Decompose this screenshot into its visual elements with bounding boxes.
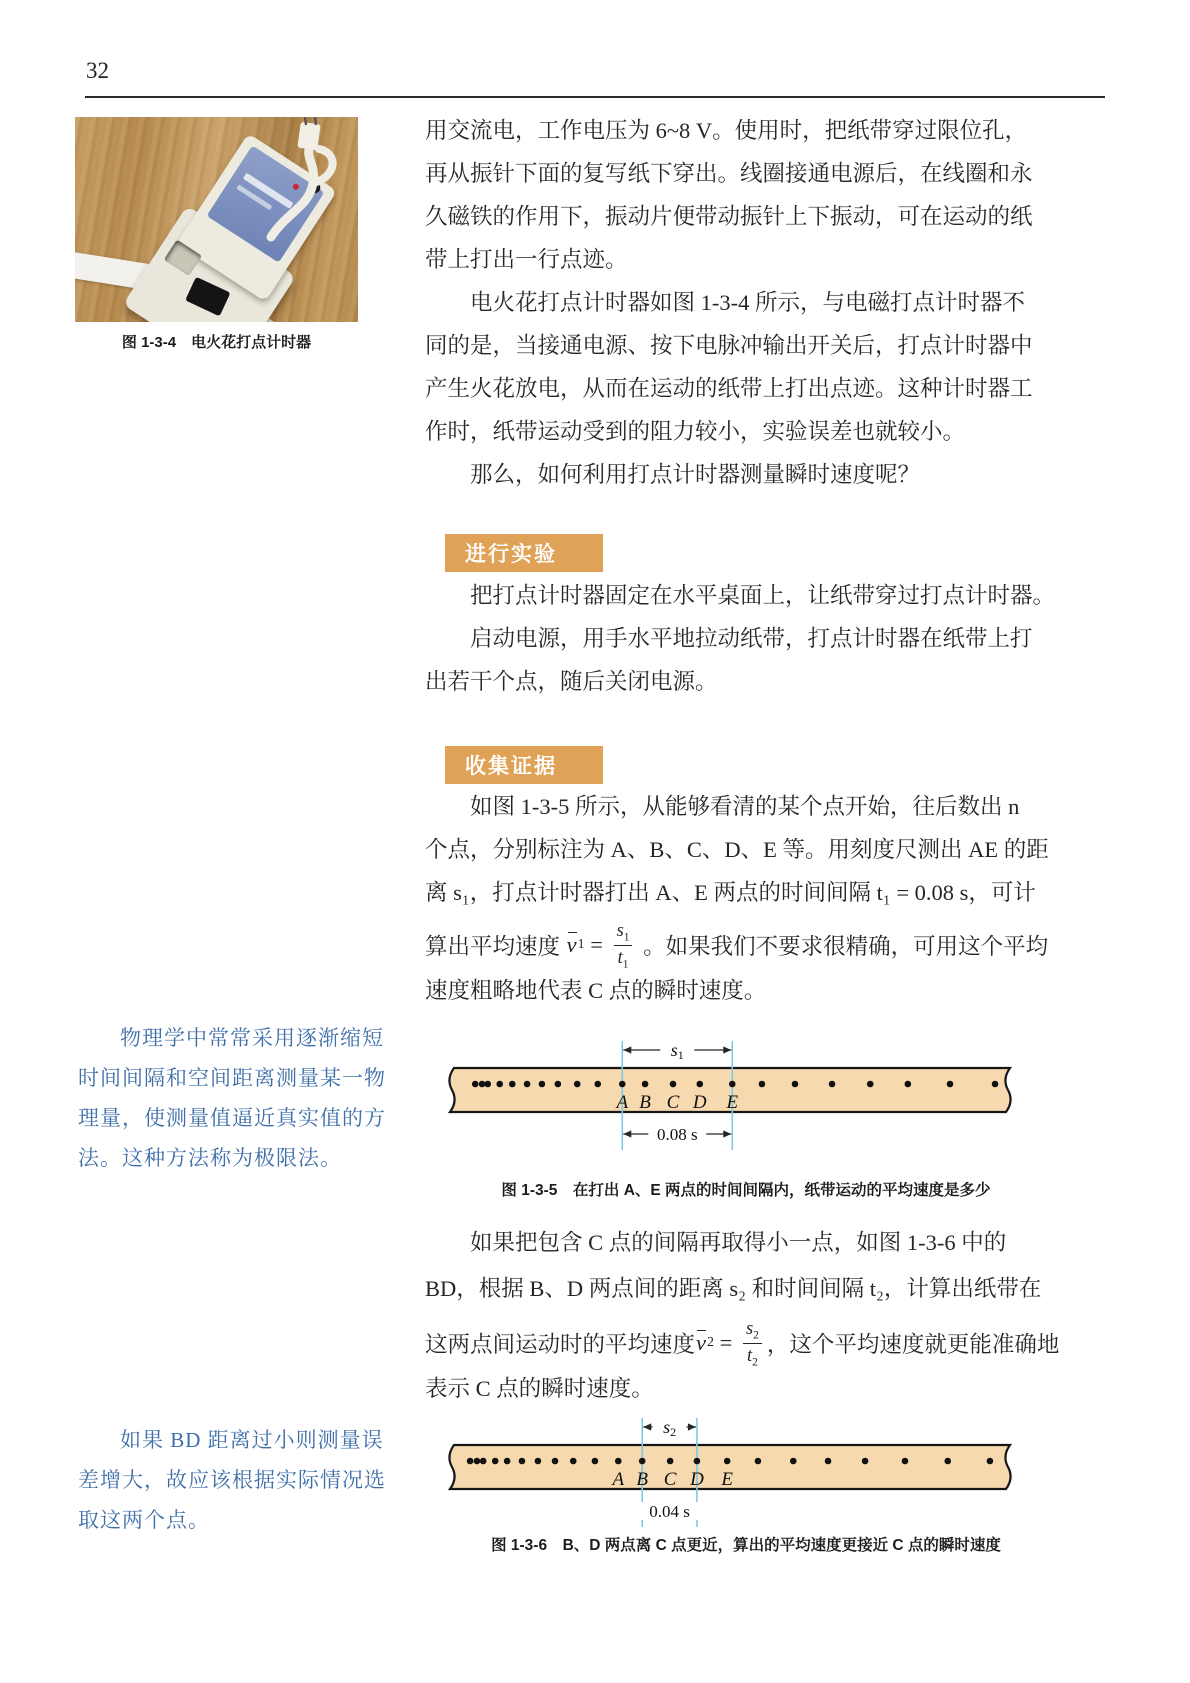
tape-dot [479,1081,486,1088]
figure-tape-AE [445,1038,1015,1156]
tape-dot [790,1458,797,1465]
tape-dot [496,1081,503,1088]
tape-dot [570,1458,577,1465]
tape-dot [474,1458,481,1465]
point-label: E [721,1469,733,1490]
point-label: B [636,1469,649,1490]
tape-dot [519,1458,526,1465]
formula-pre-text: 算出平均速度 [425,934,566,959]
distance-label: s2 [663,1417,677,1439]
formula-line: 这两点间运动时的平均速度 v 2 = $\frac{s_2}{t_2}$ ，这个平均速度就更能准确地 [425,1317,1060,1369]
tape-dot [667,1458,674,1465]
tape-dot [642,1081,649,1088]
time-label: 0.08 s [656,1125,698,1144]
tape-dot [615,1458,622,1465]
formula-post-text: 。如果我们不要求很精确，可用这个平均 [637,934,1049,959]
body-line: 离 s₁，打点计时器打出 A、E 两点的时间间隔 t₁ = 0.08 s，可计 [425,880,1036,905]
vbar-symbol: v [696,1330,707,1355]
point-label: B [639,1092,651,1113]
tape-dot [759,1081,766,1088]
tape-dot [724,1458,731,1465]
body-line: 久磁铁的作用下，振动片便带动振针上下振动，可在运动的纸 [425,204,1033,229]
body-line: 个点，分别标注为 A、B、C、D、E 等。用刻度尺测出 AE 的距 [425,837,1049,862]
body-line: 表示 C 点的瞬时速度。 [425,1376,654,1401]
formula-line: 算出平均速度 v 1 = $\frac{s_1}{t_1}$ 。如果我们不要求很精确，可用这个平均 [425,919,1049,971]
body-line: 电火花打点计时器如图 1-3-4 所示，与电磁打点计时器不 [470,290,1025,315]
tape-dot [594,1081,601,1088]
point-label: D [690,1469,704,1490]
figure-caption: 图 1-3-5 在打出 A、E 两点的时间间隔内，纸带运动的平均速度是多少 [501,1182,991,1199]
body-line: 带上打出一行点迹。 [425,247,628,272]
tape-dot [902,1458,909,1465]
formula-post-text: ，这个平均速度就更能准确地 [766,1332,1060,1357]
tape-dot [574,1081,581,1088]
tape-dot [480,1458,487,1465]
body-line: BD，根据 B、D 两点间的距离 s₂ 和时间间隔 t₂，计算出纸带在 [425,1276,1042,1301]
point-label: C [663,1469,677,1490]
tape-dot [755,1458,762,1465]
tape-diagram [445,1038,1015,1156]
margin-note-BD-choice: 如果 BD 距离过小则测量误 差增大，故应该根据实际情况选 取这两个点。 [78,1428,386,1532]
page-number: 32 [86,58,109,83]
tape-dot [535,1458,542,1465]
header-rule [85,96,1105,98]
fraction-s1-t1: $\frac{s_1}{t_1}$ [614,919,633,972]
body-line: 如果把包含 C 点的间隔再取得小一点，如图 1-3-6 中的 [470,1230,1007,1255]
tape-dot [509,1081,516,1088]
tape-dot [987,1458,994,1465]
photo-caption: 图 1-3-4 电火花打点计时器 [121,334,312,351]
tape-dot [504,1458,511,1465]
distance-label: s1 [670,1040,684,1062]
body-line: 把打点计时器固定在水平桌面上，让纸带穿过打点计时器。 [470,583,1056,608]
tape-dot [829,1081,836,1088]
equals-sign: = [584,932,609,957]
point-label: E [726,1092,739,1113]
tape-dot [555,1081,562,1088]
tape-dot [592,1458,599,1465]
tape-dot [862,1458,869,1465]
figure-tape-BD [445,1415,1015,1533]
point-label: C [666,1092,680,1113]
tape-dot [992,1081,999,1088]
section-header-evidence [445,746,603,784]
point-label: A [612,1469,625,1490]
figure-caption: 图 1-3-6 B、D 两点离 C 点更近，算出的平均速度更接近 C 点的瞬时速度 [491,1537,1001,1554]
body-line: 作时，纸带运动受到的阻力较小，实验误差也就较小。 [425,419,966,444]
tape-dot [552,1458,559,1465]
section-header-experiment [445,534,603,572]
tape-dot [467,1458,474,1465]
tape-dot [524,1081,531,1088]
tape-dot [867,1081,874,1088]
section-title: 收集证据 [465,755,557,778]
tape-dot [484,1081,491,1088]
power-cord [75,117,358,322]
body-line: 启动电源，用手水平地拉动纸带，打点计时器在纸带上打 [470,626,1033,651]
vbar-symbol: v [566,932,577,957]
formula-pre-text: 这两点间运动时的平均速度 [425,1332,696,1357]
point-label: D [692,1092,707,1113]
tape-dot [472,1081,479,1088]
body-line: 产生火花放电，从而在运动的纸带上打出点迹。这种计时器工 [425,376,1033,401]
body-line: 再从振针下面的复写纸下穿出。线圈接通电源后，在线圈和永 [425,161,1033,186]
tape-dot [539,1081,546,1088]
tape-dot [694,1458,701,1465]
tape-dot [905,1081,912,1088]
tape-dot [492,1458,499,1465]
equals-sign: = [713,1330,738,1355]
tape-dot [619,1081,626,1088]
spark-timer-photo [75,117,358,322]
body-line: 出若干个点，随后关闭电源。 [425,669,718,694]
tape-dot [729,1081,736,1088]
tape-dot [947,1081,954,1088]
body-line: 那么，如何利用打点计时器测量瞬时速度呢？ [470,462,921,487]
body-line: 同的是，当接通电源、按下电脉冲输出开关后，打点计时器中 [425,333,1033,358]
tape-dot [639,1458,646,1465]
tape-dot [944,1458,951,1465]
tape-dot [670,1081,677,1088]
tape-diagram [445,1415,1015,1533]
body-line: 用交流电，工作电压为 6~8 V。使用时，把纸带穿过限位孔， [425,118,1028,143]
tape-dot [792,1081,799,1088]
body-line: 如图 1-3-5 所示，从能够看清的某个点开始，往后数出 n [470,794,1020,819]
tape-dot [825,1458,832,1465]
tape-dot [696,1081,703,1088]
time-label: 0.04 s [649,1502,690,1521]
point-label: A [616,1092,629,1113]
body-line: 速度粗略地代表 C 点的瞬时速度。 [425,978,767,1003]
section-title: 进行实验 [465,543,557,566]
margin-note-limit-method: 物理学中常常采用逐渐缩短 时间间隔和空间距离测量某一物 理量，使测量值逼近真实值的方 法。这种方法称为极限法。 [78,1026,386,1170]
fraction-s2-t2: $\frac{s_2}{t_2}$ [743,1317,762,1370]
